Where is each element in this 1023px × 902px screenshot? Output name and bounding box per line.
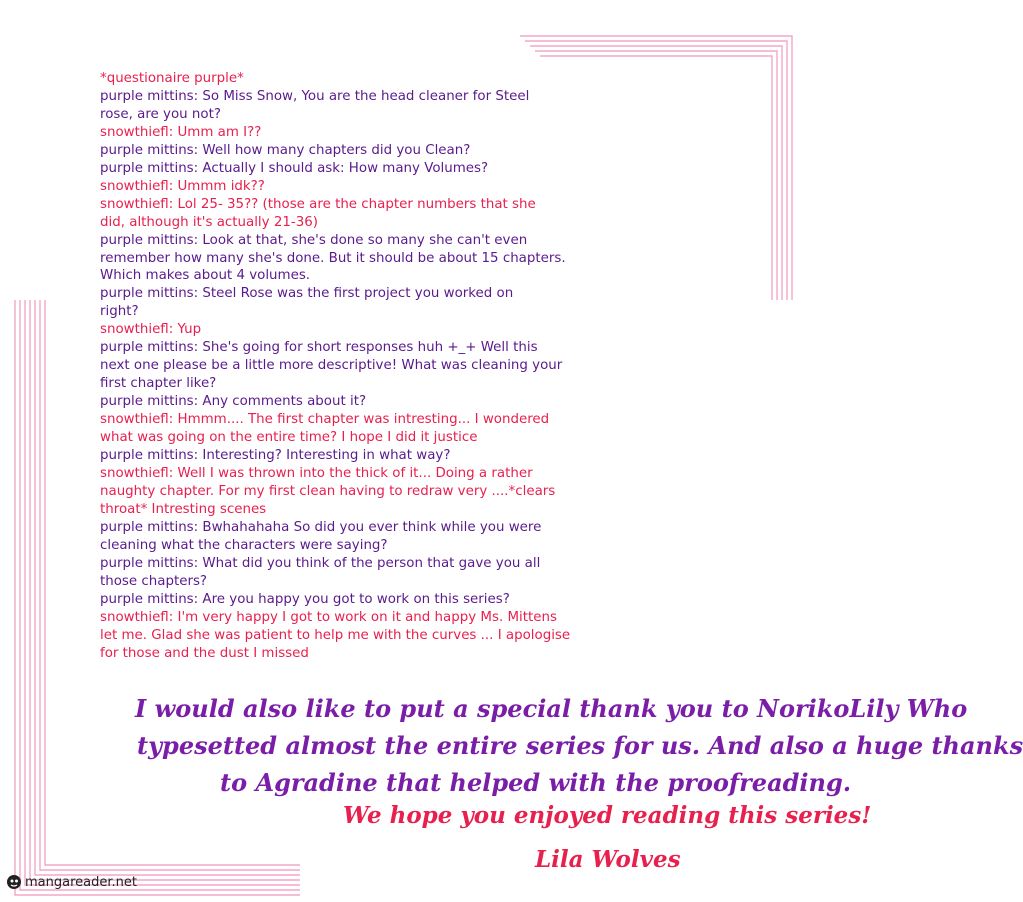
transcript-line: snowthiefl: Ummm idk?? bbox=[100, 178, 265, 194]
transcript-line: purple mittins: Are you happy you got to work on this series? bbox=[100, 591, 510, 607]
transcript-line: purple mittins: Look at that, she's done so many she can't even bbox=[100, 232, 528, 248]
interview-transcript bbox=[100, 70, 660, 662]
transcript-line: first chapter like? bbox=[100, 376, 217, 392]
transcript-line: throat* Intresting scenes bbox=[100, 501, 267, 517]
transcript-line: purple mittins: Interesting? Interesting in what way? bbox=[100, 448, 451, 464]
transcript-title: *questionaire purple* bbox=[100, 71, 244, 86]
transcript-line: Which makes about 4 volumes. bbox=[100, 268, 311, 284]
thanks-message bbox=[135, 690, 1023, 801]
transcript-line: purple mittins: So Miss Snow, You are the head cleaner for Steel bbox=[100, 88, 530, 104]
transcript-line: naughty chapter. For my first clean having to redraw very ....*clears bbox=[100, 483, 556, 499]
transcript-line: purple mittins: What did you think of the person that gave you all bbox=[100, 555, 541, 571]
transcript-line: purple mittins: Actually I should ask: How many Volumes? bbox=[100, 160, 489, 176]
transcript-line: purple mittins: Bwhahahaha So did you ever think while you were bbox=[100, 519, 542, 535]
transcript-line: cleaning what the characters were saying? bbox=[100, 537, 388, 553]
transcript-line: purple mittins: Steel Rose was the first project you worked on bbox=[100, 286, 514, 302]
thanks-line: I would also like to put a special thank you to NorikoLily Who bbox=[135, 694, 968, 723]
transcript-line: purple mittins: Well how many chapters did you Clean? bbox=[100, 142, 471, 158]
transcript-line: for those and the dust I missed bbox=[100, 645, 309, 661]
thanks-line: typesetted almost the entire series for us. And also a huge thanks bbox=[137, 731, 1023, 760]
transcript-line: what was going on the entire time? I hope I did it justice bbox=[100, 430, 478, 446]
mangareader-logo-icon bbox=[6, 874, 22, 890]
transcript-line: snowthiefl: Well I was thrown into the thick of it... Doing a rather bbox=[100, 465, 533, 481]
transcript-line: snowthiefl: Umm am I?? bbox=[100, 124, 262, 140]
transcript-line: snowthiefl: I'm very happy I got to work on it and happy Ms. Mittens bbox=[100, 609, 557, 625]
signature: Lila Wolves bbox=[535, 846, 681, 873]
transcript-line: those chapters? bbox=[100, 573, 208, 589]
transcript-line: purple mittins: She's going for short responses huh +_+ Well this bbox=[100, 340, 538, 356]
transcript-line: let me. Glad she was patient to help me with the curves ... I apologise bbox=[100, 627, 571, 643]
transcript-line: right? bbox=[100, 304, 139, 320]
thanks-line: to Agradine that helped with the proofreading. bbox=[220, 768, 852, 797]
transcript-line: remember how many she's done. But it should be about 15 chapters. bbox=[100, 250, 566, 266]
transcript-line: snowthiefl: Hmmm.... The first chapter was intresting... I wondered bbox=[100, 412, 550, 428]
transcript-line: snowthiefl: Lol 25- 35?? (those are the chapter numbers that she bbox=[100, 196, 536, 212]
transcript-line: did, although it's actually 21-36) bbox=[100, 214, 318, 230]
transcript-line: rose, are you not? bbox=[100, 106, 221, 122]
watermark bbox=[6, 872, 137, 892]
transcript-line: snowthiefl: Yup bbox=[100, 322, 202, 338]
closing-wish: We hope you enjoyed reading this series! bbox=[343, 802, 872, 829]
watermark-text: mangareader.net bbox=[25, 874, 137, 890]
transcript-line: next one please be a little more descriptive! What was cleaning your bbox=[100, 358, 563, 374]
transcript-line: purple mittins: Any comments about it? bbox=[100, 394, 367, 410]
